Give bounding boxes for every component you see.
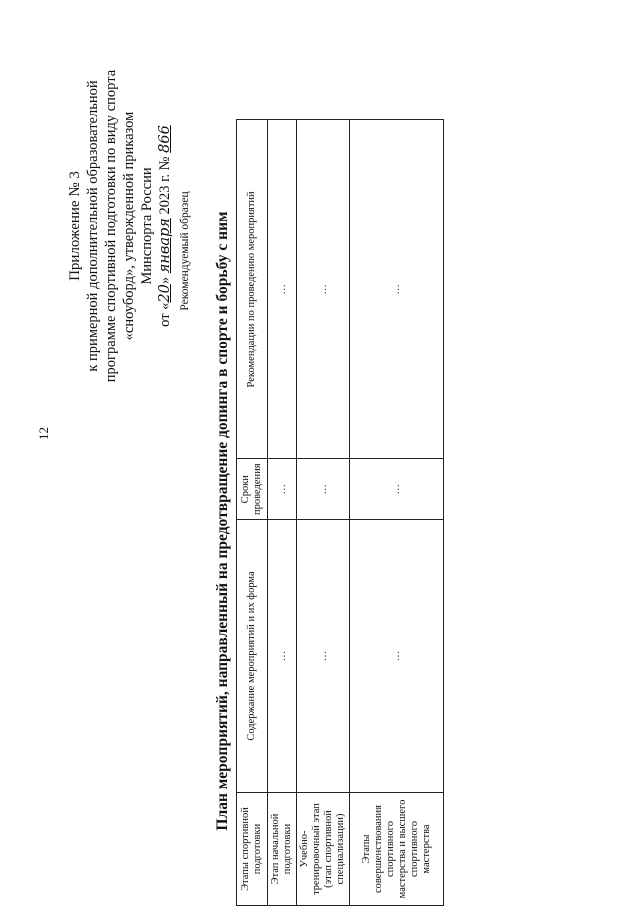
header-line: Минспорта России [139,167,155,285]
plan-table [236,119,444,906]
column-header-dates: Сроки проведения [237,459,268,520]
content-cell: … [297,520,350,793]
column-header-stages: Этапы спортивной подготовки [237,793,268,906]
appendix-header [66,16,174,436]
header-line: программе спортивной подготовки по виду спорта [103,69,119,383]
content-cell: … [350,520,444,793]
table-row [350,120,444,906]
date-mid: » [157,276,173,285]
table-header-row [237,120,268,906]
stage-cell: Этапы совершенствования спортивного мастерства и высшего спортивного мастерства [350,793,444,906]
order-number: 866 [157,125,173,153]
date-year: 2023 г. № [157,156,173,215]
table-row [268,120,297,906]
recommendations-cell: … [297,120,350,459]
date-day: 20 [157,284,173,303]
stage-cell: Учебно-тренировочный этап (этап спортивной специализации) [297,793,350,906]
page-number: 12 [36,427,51,440]
header-line: к примерной дополнительной образовательной [85,80,101,372]
column-header-recommendations: Рекомендации по проведению мероприятий [237,120,268,459]
stage-cell: Этап начальной подготовки [268,793,297,906]
header-line: «сноуборд», утвержденной приказом [121,111,137,341]
recommended-sample-label: Рекомендуемый образец [179,191,191,311]
dates-cell: … [297,459,350,520]
column-header-content: Содержание мероприятий и их форма [237,520,268,793]
dates-cell: … [268,459,297,520]
recommendations-cell: … [268,120,297,459]
table-row [297,120,350,906]
rotated-page-content [46,6,640,906]
order-date-line [156,16,174,436]
content-cell: … [268,520,297,793]
appendix-title: Приложение № 3 [67,171,83,281]
date-month: января [157,218,173,274]
recommendations-cell: … [350,120,444,459]
dates-cell: … [350,459,444,520]
date-prefix: от « [157,302,173,327]
plan-title: План мероприятий, направленный на предотвращение допинга в спорте и борьбу с ним [214,211,231,831]
